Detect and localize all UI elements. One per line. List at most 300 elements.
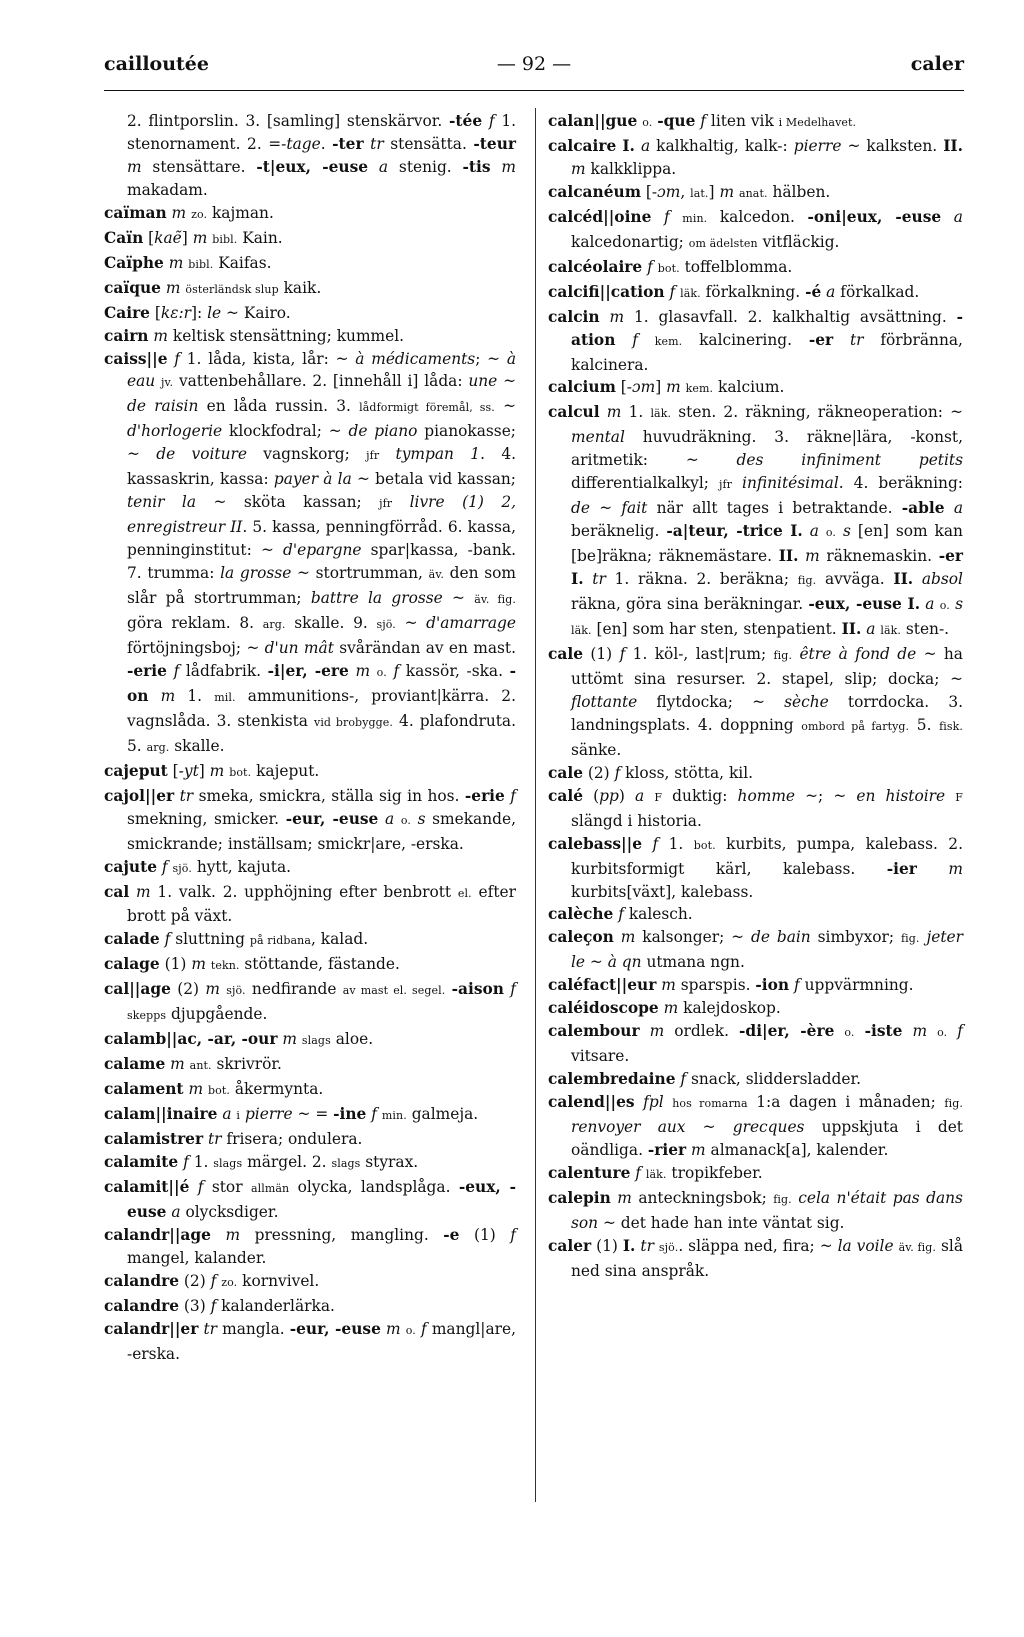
headword: Caïphe <box>104 253 164 272</box>
italic-text: ~ de voiture <box>127 445 247 464</box>
definition-text: stenig. <box>388 157 463 176</box>
italic-text: m <box>355 661 371 680</box>
definition-text: slängd i historia. <box>571 811 702 830</box>
italic-text: m <box>649 1022 665 1041</box>
definition-text: keltisk stensättning; kummel. <box>168 326 405 345</box>
definition-text <box>615 331 632 349</box>
dictionary-entry <box>548 997 963 1020</box>
italic-text: de ~ fait <box>571 499 648 518</box>
dictionary-entry <box>104 1224 516 1270</box>
definition-text: (1) <box>591 1236 623 1255</box>
definition-text <box>392 493 409 511</box>
italic-text: m <box>805 547 820 566</box>
usage-label: F <box>955 790 963 804</box>
dictionary-entry <box>104 1151 516 1176</box>
headword: -tée <box>449 112 483 130</box>
italic-text: une ~ de raisin <box>127 372 516 416</box>
usage-label: äv. <box>428 568 444 582</box>
headword: I. <box>622 136 635 155</box>
italic-text: cela n'était pas dans son ~ <box>571 1188 963 1232</box>
italic-text: m <box>192 228 208 247</box>
dictionary-entry <box>548 110 963 135</box>
usage-label: i Medelhavet. <box>778 116 857 129</box>
definition-text <box>945 499 954 517</box>
definition-text: Kaifas. <box>213 253 272 272</box>
italic-text: a <box>171 1202 181 1221</box>
italic-text: battre la grosse ~ <box>310 589 465 608</box>
definition-text <box>600 308 610 326</box>
column-divider <box>535 108 536 1502</box>
usage-label: jfr <box>379 497 393 511</box>
definition-text: kalejdoskop. <box>678 999 781 1018</box>
italic-text: m <box>171 203 187 222</box>
headword: -able <box>901 499 945 518</box>
definition-text: . <box>320 134 333 153</box>
definition-text: kurbits, pumpa, kalebass. 2. kurbitsformigt kärl, kalebass. <box>571 834 963 878</box>
headword: -ter <box>332 134 364 153</box>
definition-text <box>491 158 502 176</box>
definition-text <box>211 1226 226 1244</box>
dictionary-entry <box>548 1020 963 1068</box>
definition-text: ] <box>198 761 210 780</box>
usage-label: o. <box>642 116 653 129</box>
italic-text: f <box>174 349 180 368</box>
definition-text <box>855 1022 865 1040</box>
usage-label: lat. <box>690 186 709 200</box>
usage-label: av mast el. segel. <box>342 984 446 998</box>
definition-text: kalkklippa. <box>585 159 677 178</box>
definition-text: kalcedonartig; <box>571 232 689 251</box>
italic-text: ~ sèche <box>752 692 829 711</box>
definition-text <box>411 810 418 828</box>
definition-text: 1. glasavfall. 2. kalkhaltig avsättning. <box>624 307 957 326</box>
headword: -teur <box>473 134 516 153</box>
definition-text: slå ned sina anspråk. <box>571 1236 963 1280</box>
dictionary-entry <box>104 348 516 760</box>
definition-text: lådfabrik. <box>179 661 268 680</box>
definition-text <box>833 331 850 349</box>
italic-text: f <box>421 1319 427 1338</box>
italic-text: ~ des infiniment petits <box>685 451 963 470</box>
usage-label: F <box>654 790 663 804</box>
italic-text: a <box>222 1105 232 1124</box>
definition-text: 4. plafondruta. 5. <box>127 711 516 755</box>
definition-text: = <box>310 1105 334 1124</box>
italic-text: f <box>371 1105 377 1124</box>
usage-label: arg. <box>146 740 170 754</box>
definition-text: [ <box>149 303 161 322</box>
definition-text <box>917 860 949 878</box>
definition-text: nedfirande <box>245 980 343 999</box>
definition-text: almanack[a], kalender. <box>705 1140 889 1159</box>
headword: cal||age <box>104 980 171 999</box>
italic-text: ~ flottante <box>571 669 963 711</box>
dictionary-entry <box>104 1028 516 1053</box>
usage-label: kem. <box>685 382 714 396</box>
italic-text: la grosse ~ <box>220 564 310 583</box>
headword: calcéd||oine <box>548 207 652 226</box>
italic-text: ~ en histoire <box>833 786 946 805</box>
italic-text: f <box>664 207 670 226</box>
headword: -eur, -euse <box>289 1319 381 1338</box>
usage-label: min. <box>381 1109 407 1123</box>
headword: -é <box>805 282 822 301</box>
definition-text <box>913 570 922 588</box>
italic-text: f <box>510 1225 516 1244</box>
dictionary-entry <box>548 926 963 974</box>
headword: calebass||e <box>548 834 643 853</box>
headword: calame <box>104 1055 166 1074</box>
definition-text: det hade han inte väntat sig. <box>615 1213 845 1232</box>
definition-text <box>378 810 385 828</box>
italic-text: tympan 1 <box>395 445 481 464</box>
usage-label: läk. <box>571 624 592 638</box>
usage-label: jv. <box>161 376 174 390</box>
definition-text <box>947 1022 957 1040</box>
italic-text: m <box>691 1140 706 1159</box>
definition-text: ) <box>618 786 635 805</box>
usage-label: fisk. <box>939 719 964 733</box>
definition-text: stensätta. <box>383 134 474 153</box>
definition-text: [- <box>615 378 632 397</box>
italic-text: f <box>669 282 676 301</box>
dictionary-entry <box>104 928 516 953</box>
definition-text: . 4. beräkning: <box>838 474 963 493</box>
headword: calade <box>104 930 160 949</box>
definition-text: olycka, landsplåga. <box>289 1177 459 1196</box>
usage-label: läk. <box>650 407 672 421</box>
definition-text: förtöjningsboj; <box>127 638 247 657</box>
italic-text: kɛ:r <box>160 303 192 322</box>
headword: -a|teur, -trice I. <box>666 522 803 541</box>
dictionary-entry <box>104 1078 516 1103</box>
italic-text: m <box>663 999 679 1018</box>
definition-text <box>642 835 652 853</box>
definition-text: skrivrör. <box>211 1055 282 1074</box>
italic-text: payer à la ~ <box>273 470 370 489</box>
italic-text: m <box>168 253 184 272</box>
definition-text: hälben. <box>767 182 831 201</box>
italic-text: m <box>501 157 516 176</box>
dictionary-entry <box>548 1068 963 1091</box>
headword: calcifi||cation <box>548 282 665 301</box>
italic-text: tage <box>286 134 321 153</box>
definition-text: ] <box>181 228 193 247</box>
usage-label: mil. <box>214 690 236 704</box>
definition-text: vitfläckig. <box>757 232 840 251</box>
definition-text <box>941 208 954 226</box>
headword: -ation <box>571 307 963 349</box>
definition-text <box>482 112 489 130</box>
dictionary-entry <box>104 1053 516 1078</box>
italic-text: m <box>386 1319 401 1338</box>
headword: calcaire <box>548 136 617 155</box>
definition-text: ha uttömt sina resurser. 2. stapel, slip; docka; <box>571 644 963 688</box>
dictionary-entry <box>104 1318 516 1366</box>
dictionary-entry <box>548 1235 963 1283</box>
dictionary-entry <box>548 376 963 401</box>
usage-label: min. <box>682 211 708 225</box>
definition-text: svårändan av en mast. <box>333 638 516 657</box>
headword: calend||es <box>548 1093 635 1112</box>
definition-text: kajeput. <box>251 761 320 780</box>
definition-text: 1. <box>658 834 694 853</box>
definition-text: kalesch. <box>623 905 693 924</box>
definition-text: den som slår på stortrumman; <box>127 564 516 608</box>
definition-text: galmeja. <box>406 1105 479 1124</box>
italic-text: m <box>188 1080 204 1099</box>
definition-text: , <box>680 182 691 201</box>
usage-label: bot. <box>657 261 680 275</box>
italic-text: tr <box>849 330 864 349</box>
headword: calan||gue <box>548 112 638 130</box>
definition-text <box>732 474 742 492</box>
definition-text: kalanderlärka. <box>216 1296 335 1315</box>
definition-text: (1) <box>159 955 192 974</box>
headword: I. <box>622 1236 636 1255</box>
italic-text: m <box>282 1030 297 1049</box>
definition-text: kloss, stötta, kil. <box>620 763 754 782</box>
definition-text: mangl|are, -erska. <box>127 1319 516 1363</box>
definition-text: kornvivel. <box>237 1271 320 1290</box>
italic-text: m <box>165 278 181 297</box>
headword: calamb||ac, -ar, -our <box>104 1030 278 1049</box>
definition-text: toffelblomma. <box>679 257 793 276</box>
dictionary-entry <box>104 1103 516 1128</box>
definition-text <box>368 158 379 176</box>
italic-text: f <box>210 1271 217 1290</box>
definition-text: kassör, -ska. <box>399 661 510 680</box>
definition-text: ( <box>582 786 600 805</box>
usage-label: ombord på fartyg. <box>801 719 910 733</box>
italic-text: ɔm <box>657 182 681 201</box>
definition-text: ] <box>655 378 667 397</box>
usage-label: zo. <box>221 1275 238 1289</box>
headword: cale <box>548 644 583 663</box>
definition-text: kalksten. <box>860 136 944 155</box>
dictionary-entry <box>104 1128 516 1151</box>
definition-text: sköta kassan; <box>226 493 380 512</box>
definition-text <box>379 445 395 463</box>
definition-text: kajman. <box>207 203 274 222</box>
definition-text: 1:a dagen i månaden; <box>747 1093 945 1112</box>
definition-text <box>584 570 593 588</box>
usage-label: österländsk slup <box>185 282 279 296</box>
italic-text: m <box>912 1022 928 1041</box>
dictionary-entry <box>104 277 516 302</box>
definition-text: utmana ngn. <box>641 953 745 972</box>
definition-text: aloe. <box>330 1030 374 1049</box>
definition-text: räkna, göra sina beräkningar. <box>571 595 809 614</box>
definition-text: kaik. <box>278 278 322 297</box>
definition-text: huvudräkning. 3. räkne|lära, -konst, aritmetik: <box>571 428 963 470</box>
usage-label: bibl. <box>188 257 214 271</box>
italic-text: a <box>634 786 645 805</box>
usage-label: jfr <box>366 449 380 463</box>
italic-text: absol <box>921 570 963 589</box>
italic-text: tr <box>179 786 194 805</box>
definition-text: (1) <box>582 644 620 663</box>
definition-text: kalsonger; <box>635 928 732 947</box>
headword: II. <box>778 547 799 566</box>
definition-text: spar|kassa, -bank. 7. trumma: <box>127 541 516 583</box>
definition-text: 1. <box>621 403 651 422</box>
definition-text <box>945 787 955 805</box>
headword: calamistrer <box>104 1130 204 1149</box>
dictionary-entry <box>548 785 963 833</box>
definition-text: [- <box>641 182 658 201</box>
definition-text: vitsare. <box>571 1047 630 1066</box>
italic-text: f <box>393 661 400 680</box>
dictionary-entry <box>548 974 963 997</box>
definition-text: sparspis. <box>675 976 756 995</box>
definition-text: [en] som har sten, stenpatient. <box>591 620 842 639</box>
headword: caléfact||eur <box>548 976 657 995</box>
definition-text: makadam. <box>127 180 208 199</box>
italic-text: a <box>953 207 963 226</box>
italic-text: être à fond de ~ <box>799 644 937 663</box>
italic-text: m <box>136 882 151 901</box>
definition-text <box>651 208 664 226</box>
italic-text: jeter le ~ à qn <box>571 928 963 972</box>
headword: calé <box>548 786 583 805</box>
definition-text <box>495 397 503 415</box>
definition-text: kalcedon. <box>707 207 808 226</box>
headword: -ine <box>333 1105 367 1124</box>
headword: -erie <box>464 786 505 805</box>
headword: -i|er, -ere <box>267 661 349 680</box>
definition-text: simbyxor; <box>810 928 901 947</box>
italic-text: f <box>647 257 653 276</box>
italic-text: f <box>618 905 624 924</box>
headword: -di|er, -ère <box>739 1022 835 1041</box>
dictionary-entry <box>548 762 963 785</box>
headword: calam||inaire <box>104 1105 218 1124</box>
definition-text: ; <box>475 349 488 368</box>
definition-text <box>465 589 474 607</box>
definition-text: uppskjuta i det oändliga. <box>571 1118 963 1159</box>
italic-text: f <box>488 112 495 130</box>
italic-text: ~ de bain <box>731 928 811 947</box>
page-number: — 92 — <box>496 53 572 75</box>
headword: -rier <box>647 1140 687 1159</box>
headword: cajol||er <box>104 786 175 805</box>
usage-label: o. <box>405 1323 416 1337</box>
italic-text: -yt <box>178 761 199 780</box>
dictionary-entry <box>104 978 516 1028</box>
definition-text <box>819 522 826 540</box>
italic-text: f <box>957 1022 963 1041</box>
dictionary-entry <box>548 401 963 643</box>
usage-label: ant. <box>189 1059 212 1073</box>
dictionary-entry <box>104 202 516 227</box>
italic-text: pierre ~ <box>244 1105 311 1124</box>
italic-text: livre (1) 2, enregistreur II <box>127 493 516 537</box>
headword: caleçon <box>548 928 614 947</box>
usage-label: skepps <box>127 1009 167 1023</box>
usage-label: äv. fig. <box>898 1240 937 1254</box>
usage-label: fig. <box>944 1097 963 1111</box>
italic-text: ~ à médicaments <box>335 349 476 368</box>
dictionary-entry <box>548 181 963 206</box>
dictionary-entry <box>104 325 516 348</box>
italic-text: f <box>210 1296 217 1315</box>
headword: calcanéum <box>548 182 641 201</box>
italic-text: m <box>620 928 636 947</box>
definition-text: sten-. <box>900 620 950 639</box>
italic-text: ~ mental <box>571 403 963 447</box>
usage-label: läk. <box>680 286 701 300</box>
headword: -eux, -euse <box>127 1177 516 1221</box>
definition-text: sten. 2. räkning, räkneoperation: <box>671 403 951 422</box>
definition-text: styrax. <box>360 1152 419 1171</box>
dictionary-entry <box>548 643 963 762</box>
definition-text: ] <box>708 182 720 201</box>
definition-text: göra reklam. 8. <box>127 614 263 633</box>
definition-text: förkalkad. <box>835 282 920 301</box>
usage-label: fig. <box>797 574 817 588</box>
headword: calandre <box>104 1296 180 1315</box>
definition-text: stor <box>203 1177 251 1196</box>
italic-text: m <box>170 1055 185 1074</box>
definition-text: sluttning <box>170 930 250 949</box>
italic-text: s <box>417 809 426 828</box>
headword: caïque <box>104 278 161 297</box>
italic-text: pp <box>599 786 619 805</box>
dictionary-entry <box>548 281 963 306</box>
headword: cairn <box>104 326 149 345</box>
usage-label: hos romarna <box>672 1097 748 1111</box>
header-rule <box>104 90 964 91</box>
headword: -er <box>808 330 834 349</box>
italic-text: m <box>153 326 169 345</box>
dictionary-entry <box>548 256 963 281</box>
usage-label: o. <box>825 526 837 540</box>
usage-label: sjö. <box>376 618 396 632</box>
headword: caléidoscope <box>548 999 659 1018</box>
headword: calèche <box>548 905 614 924</box>
headword: caïman <box>104 203 167 222</box>
italic-text: le ~ <box>207 303 239 322</box>
headword: calcium <box>548 378 616 397</box>
dictionary-entry <box>104 856 516 881</box>
page-header <box>104 44 964 84</box>
definition-text: (2) <box>170 980 206 999</box>
headword: calenture <box>548 1163 631 1182</box>
usage-label: o. <box>400 813 411 827</box>
dictionary-entry <box>104 1176 516 1224</box>
definition-text: stensättare. <box>141 157 257 176</box>
headword: -er I. <box>571 547 963 589</box>
headword: -on <box>127 661 516 705</box>
definition-text: ]: <box>191 303 208 322</box>
definition-text: 1. köl-, last|rum; <box>625 644 774 663</box>
definition-text: differentialkalkyl; <box>571 474 719 493</box>
definition-text <box>635 1093 644 1111</box>
headword: calage <box>104 955 160 974</box>
usage-label: äv. fig. <box>474 593 516 607</box>
left-column <box>104 110 516 1366</box>
usage-label: o. <box>937 1026 948 1040</box>
usage-label: o. <box>376 665 387 679</box>
definition-text: . 4. kassaskrin, kassa: <box>127 445 516 489</box>
headword: Caire <box>104 303 150 322</box>
definition-text <box>129 883 136 901</box>
definition-text: tropikfeber. <box>666 1163 763 1182</box>
definition-text: 1. <box>188 1152 214 1171</box>
usage-label: sjö. <box>226 984 246 998</box>
headword: calepin <box>548 1188 611 1207</box>
